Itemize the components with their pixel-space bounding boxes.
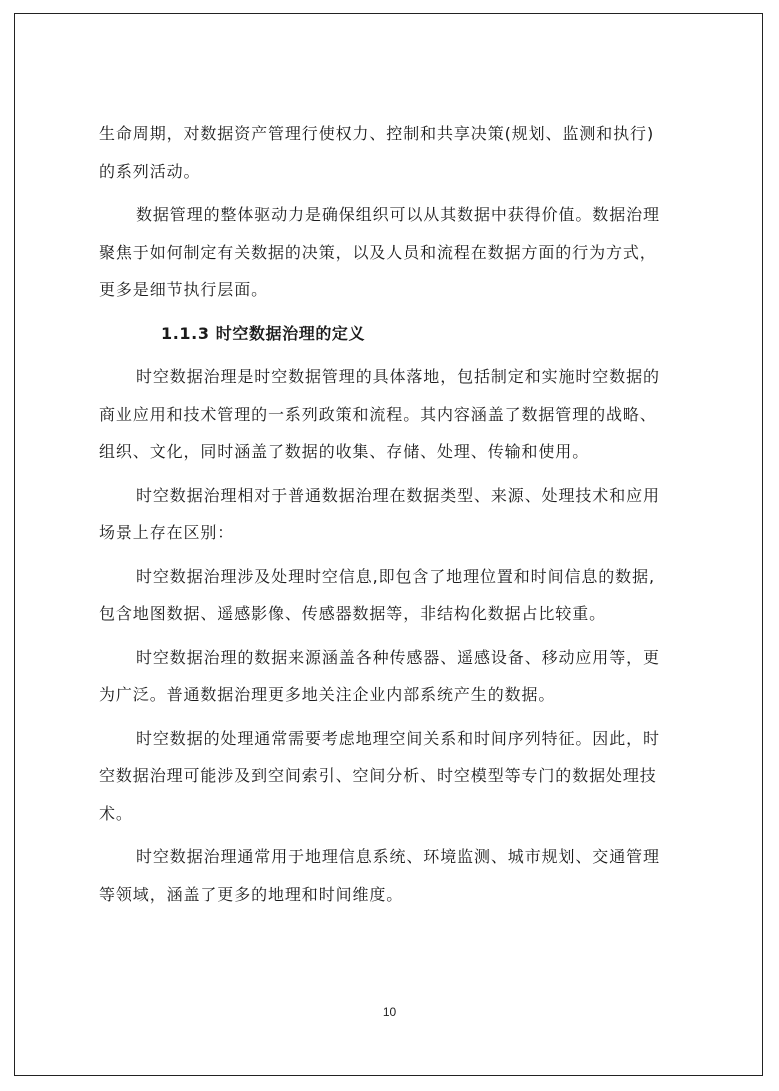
page-number: 10 bbox=[382, 1005, 397, 1019]
text-line: 包含地图数据、遥感影像、传感器数据等，非结构化数据占比较重。 bbox=[99, 604, 607, 623]
paragraph-processing bbox=[99, 720, 699, 833]
text-line: 更多是细节执行层面。 bbox=[99, 280, 269, 299]
text-line: 术。 bbox=[99, 803, 133, 823]
document-body bbox=[99, 115, 699, 919]
text-line: 商业应用和技术管理的一系列政策和流程。其内容涵盖了数据管理的战略、 bbox=[99, 404, 657, 424]
text-line: 生命周期，对数据资产管理行使权力、控制和共享决策(规划、监测和执行) bbox=[99, 124, 655, 143]
text-line: 为广泛。普通数据治理更多地关注企业内部系统产生的数据。 bbox=[99, 685, 556, 704]
text-line: 的系列活动。 bbox=[99, 161, 201, 181]
text-line: 等领域，涵盖了更多的地理和时间维度。 bbox=[99, 884, 404, 904]
paragraph-definition bbox=[99, 358, 699, 471]
paragraph-data-type bbox=[99, 558, 699, 633]
text-line: 时空数据治理的数据来源涵盖各种传感器、遥感设备、移动应用等，更 bbox=[136, 647, 660, 667]
text-line: 组织、文化，同时涵盖了数据的收集、存储、处理、传输和使用。 bbox=[99, 442, 590, 461]
text-line: 数据管理的整体驱动力是确保组织可以从其数据中获得价值。数据治理 bbox=[136, 205, 660, 224]
text-line: 时空数据治理涉及处理时空信息,即包含了地理位置和时间信息的数据, bbox=[136, 566, 655, 586]
paragraph-difference bbox=[99, 477, 699, 552]
paragraph-data-source bbox=[99, 639, 699, 714]
paragraph-application bbox=[99, 838, 699, 913]
text-line: 场景上存在区别： bbox=[99, 523, 235, 542]
text-line: 时空数据治理通常用于地理信息系统、环境监测、城市规划、交通管理 bbox=[136, 847, 660, 866]
text-line: 空数据治理可能涉及到空间索引、空间分析、时空模型等专门的数据处理技 bbox=[99, 766, 657, 785]
section-heading: 1.1.3 时空数据治理的定义 bbox=[161, 323, 366, 343]
text-line: 时空数据治理是时空数据管理的具体落地，包括制定和实施时空数据的 bbox=[136, 367, 660, 386]
paragraph-lifecycle bbox=[99, 115, 699, 190]
text-line: 时空数据的处理通常需要考虑地理空间关系和时间序列特征。因此，时 bbox=[136, 728, 660, 748]
paragraph-data-management bbox=[99, 196, 699, 309]
text-line: 时空数据治理相对于普通数据治理在数据类型、来源、处理技术和应用 bbox=[136, 485, 660, 505]
text-line: 聚焦于如何制定有关数据的决策，以及人员和流程在数据方面的行为方式， bbox=[99, 242, 657, 262]
